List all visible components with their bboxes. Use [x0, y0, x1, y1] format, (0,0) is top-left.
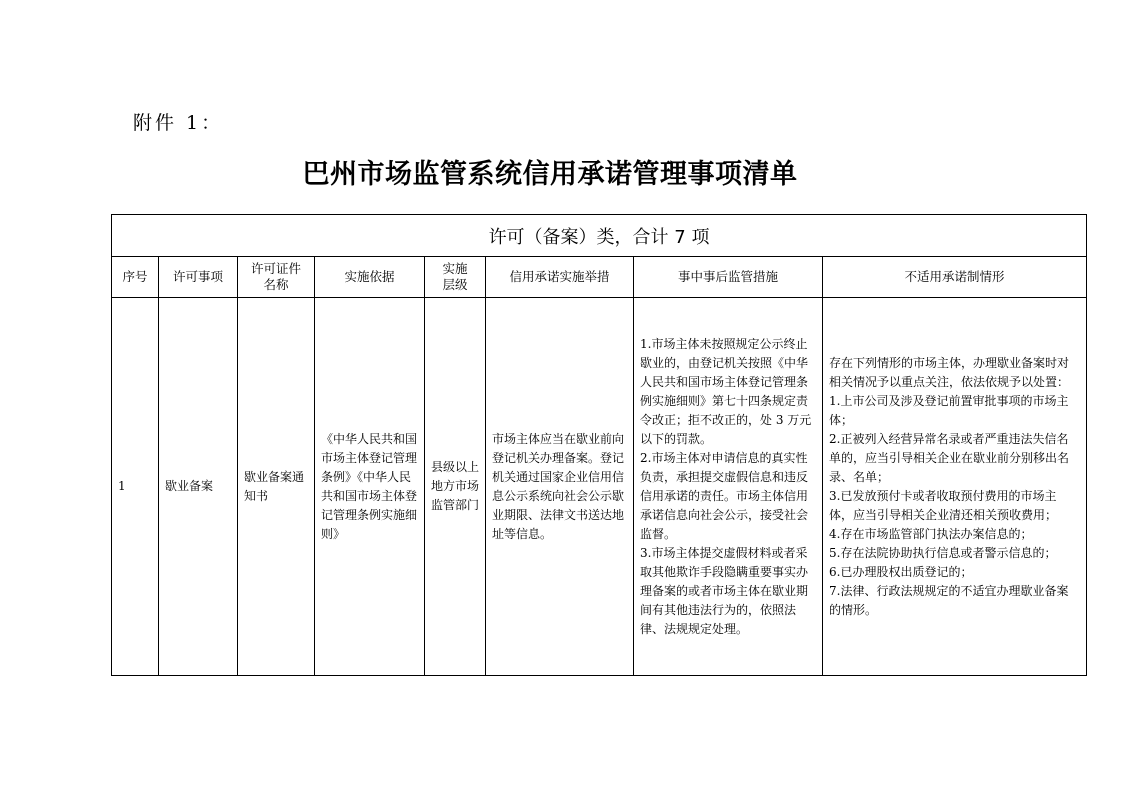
section-header: 许可（备案）类，合计 7 项: [112, 215, 1087, 257]
supervision-item: 2.市场主体对申请信息的真实性负责，承担提交虚假信息和违反信用承诺的责任。市场主体信用承诺信息向社会公示，接受社会监督。: [640, 450, 809, 541]
cell-certificate: 歇业备案通知书: [238, 298, 315, 676]
commitment-table: [111, 214, 1087, 676]
column-header-not-applicable: 不适用承诺制情形: [823, 257, 1087, 298]
cell-measures: 市场主体应当在歇业前向登记机关办理备案。登记机关通过国家企业信用信息公示系统向社会公示歇业期限、法律文书送达地址等信息。: [486, 298, 634, 676]
cell-no: 1: [112, 298, 159, 676]
cell-not-applicable: [823, 298, 1087, 676]
cell-supervision: [634, 298, 823, 676]
column-header-row: [112, 257, 1087, 298]
supervision-item: 3.市场主体提交虚假材料或者采取其他欺诈手段隐瞒重要事实办理备案的或者市场主体在歇业期间有其他违法行为的，依照法律、法规规定处理。: [640, 545, 809, 636]
document-title: 巴州市场监管系统信用承诺管理事项清单: [302, 159, 798, 190]
table-row: [112, 298, 1087, 676]
column-header-level: 实施 层级: [425, 257, 486, 298]
column-header-measures: 信用承诺实施举措: [486, 257, 634, 298]
not-applicable-item: 4.存在市场监管部门执法办案信息的；: [829, 526, 1033, 541]
attachment-label: 附件 1：: [133, 112, 224, 134]
column-header-item: 许可事项: [159, 257, 238, 298]
supervision-item: 1.市场主体未按照规定公示终止歇业的，由登记机关按照《中华人民共和国市场主体登记管理条例实施细则》第七十四条规定责令改正；拒不改正的，处 3 万元以下的罚款。: [640, 336, 812, 446]
cell-item: 歇业备案: [159, 298, 238, 676]
cell-basis: 《中华人民共和国市场主体登记管理条例》《中华人民共和国市场主体登记管理条例实施细则》: [315, 298, 425, 676]
column-header-certificate: 许可证件 名称: [238, 257, 315, 298]
not-applicable-item: 1.上市公司及涉及登记前置审批事项的市场主体；: [829, 393, 1069, 427]
not-applicable-item: 2.正被列入经营异常名录或者严重违法失信名单的，应当引导相关企业在歇业前分别移出名录、名单；: [829, 431, 1070, 484]
not-applicable-item: 存在下列情形的市场主体，办理歇业备案时对相关情况予以重点关注，依法依规予以处置：: [829, 355, 1070, 389]
not-applicable-item: 3.已发放预付卡或者收取预付费用的市场主体，应当引导相关企业清还相关预收费用；: [829, 488, 1058, 522]
column-header-supervision: 事中事后监管措施: [634, 257, 823, 298]
column-header-no: 序号: [112, 257, 159, 298]
not-applicable-item: 5.存在法院协助执行信息或者警示信息的；: [829, 545, 1057, 560]
cell-level: 县级以上地方市场监管部门: [425, 298, 486, 676]
column-header-basis: 实施依据: [315, 257, 425, 298]
not-applicable-item: 7.法律、行政法规规定的不适宜办理歇业备案的情形。: [829, 583, 1069, 617]
not-applicable-item: 6.已办理股权出质登记的；: [829, 564, 973, 579]
section-header-row: [112, 215, 1087, 257]
